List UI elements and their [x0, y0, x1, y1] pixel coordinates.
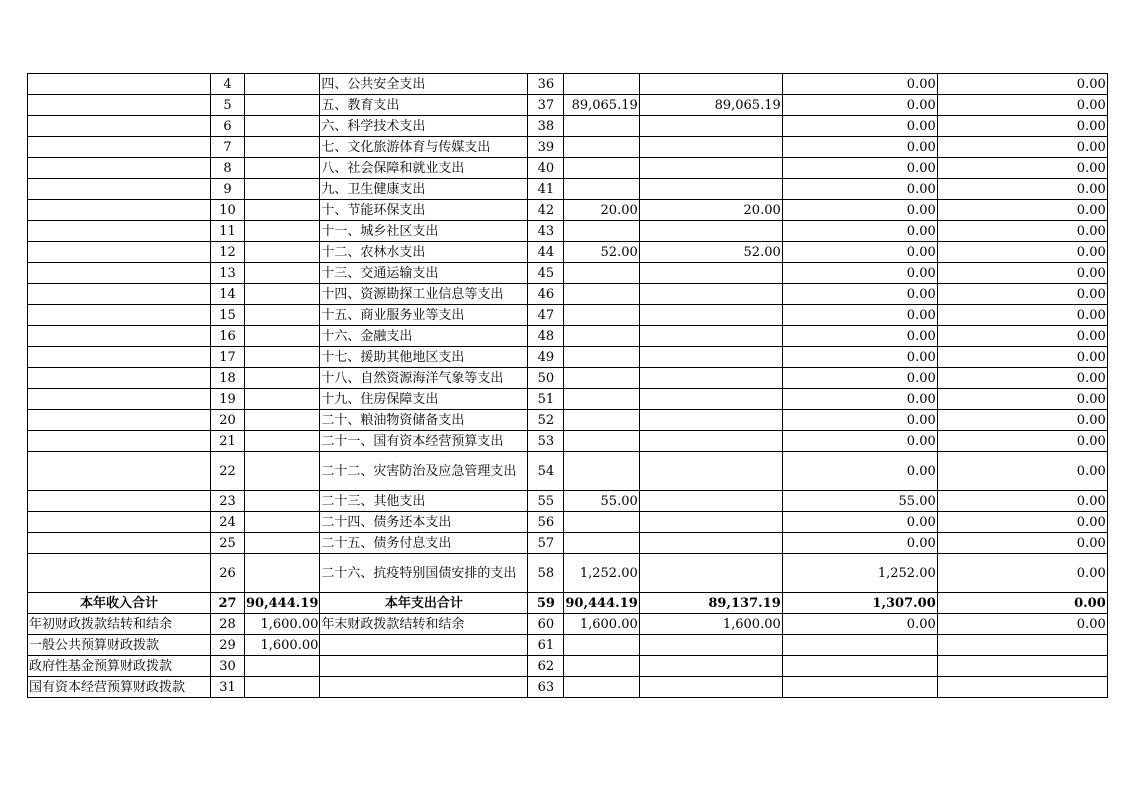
cell-h: 0.00 — [782, 200, 937, 221]
cell-b: 27 — [211, 593, 245, 614]
cell-a — [28, 242, 211, 263]
cell-c — [245, 677, 320, 698]
cell-a — [28, 347, 211, 368]
cell-b: 21 — [211, 431, 245, 452]
cell-i — [937, 677, 1107, 698]
cell-e: 55 — [528, 491, 564, 512]
cell-g — [639, 533, 782, 554]
table-row — [28, 116, 1108, 137]
table-row — [28, 677, 1108, 698]
cell-b: 8 — [211, 158, 245, 179]
table-row — [28, 614, 1108, 635]
table-row — [28, 656, 1108, 677]
cell-c — [245, 263, 320, 284]
cell-a — [28, 116, 211, 137]
cell-c — [245, 221, 320, 242]
cell-h: 0.00 — [782, 179, 937, 200]
cell-d: 十五、商业服务业等支出 — [320, 305, 528, 326]
cell-i: 0.00 — [937, 326, 1107, 347]
table-body — [28, 74, 1108, 698]
cell-g — [639, 284, 782, 305]
cell-i: 0.00 — [937, 137, 1107, 158]
cell-i: 0.00 — [937, 200, 1107, 221]
cell-b: 24 — [211, 512, 245, 533]
cell-h — [782, 635, 937, 656]
cell-b: 12 — [211, 242, 245, 263]
table-row — [28, 95, 1108, 116]
cell-c — [245, 158, 320, 179]
cell-b: 29 — [211, 635, 245, 656]
cell-a — [28, 326, 211, 347]
cell-g — [639, 347, 782, 368]
cell-d — [320, 656, 528, 677]
cell-i: 0.00 — [937, 242, 1107, 263]
cell-a — [28, 179, 211, 200]
cell-b: 22 — [211, 452, 245, 491]
cell-f — [564, 656, 639, 677]
cell-f — [564, 137, 639, 158]
cell-c — [245, 305, 320, 326]
cell-i — [937, 656, 1107, 677]
cell-h: 0.00 — [782, 263, 937, 284]
cell-a: 年初财政拨款结转和结余 — [28, 614, 211, 635]
cell-i: 0.00 — [937, 95, 1107, 116]
cell-g — [639, 491, 782, 512]
cell-c — [245, 347, 320, 368]
cell-c — [245, 656, 320, 677]
table-row — [28, 491, 1108, 512]
cell-a — [28, 533, 211, 554]
table-row — [28, 263, 1108, 284]
cell-d: 九、卫生健康支出 — [320, 179, 528, 200]
cell-g — [639, 410, 782, 431]
cell-h: 55.00 — [782, 491, 937, 512]
cell-f — [564, 512, 639, 533]
cell-h: 0.00 — [782, 614, 937, 635]
cell-c: 1,600.00 — [245, 635, 320, 656]
cell-b: 25 — [211, 533, 245, 554]
cell-h: 0.00 — [782, 158, 937, 179]
cell-f — [564, 263, 639, 284]
cell-d: 八、社会保障和就业支出 — [320, 158, 528, 179]
cell-b: 31 — [211, 677, 245, 698]
cell-d — [320, 677, 528, 698]
cell-d: 二十三、其他支出 — [320, 491, 528, 512]
cell-i: 0.00 — [937, 116, 1107, 137]
cell-e: 54 — [528, 452, 564, 491]
cell-i: 0.00 — [937, 614, 1107, 635]
table-row — [28, 533, 1108, 554]
cell-h: 0.00 — [782, 533, 937, 554]
cell-e: 52 — [528, 410, 564, 431]
cell-f: 1,252.00 — [564, 554, 639, 593]
cell-f — [564, 347, 639, 368]
cell-f — [564, 326, 639, 347]
cell-a — [28, 368, 211, 389]
cell-e: 59 — [528, 593, 564, 614]
cell-d: 二十五、债务付息支出 — [320, 533, 528, 554]
cell-f — [564, 221, 639, 242]
table-row — [28, 137, 1108, 158]
cell-e: 36 — [528, 74, 564, 95]
cell-e: 44 — [528, 242, 564, 263]
cell-c: 1,600.00 — [245, 614, 320, 635]
cell-g — [639, 512, 782, 533]
cell-i: 0.00 — [937, 452, 1107, 491]
cell-h: 0.00 — [782, 116, 937, 137]
cell-h: 0.00 — [782, 284, 937, 305]
cell-f — [564, 74, 639, 95]
cell-b: 26 — [211, 554, 245, 593]
cell-g — [639, 635, 782, 656]
cell-e: 46 — [528, 284, 564, 305]
cell-e: 49 — [528, 347, 564, 368]
cell-g: 52.00 — [639, 242, 782, 263]
table-row — [28, 410, 1108, 431]
cell-a: 政府性基金预算财政拨款 — [28, 656, 211, 677]
table-row — [28, 284, 1108, 305]
cell-i: 0.00 — [937, 347, 1107, 368]
cell-h: 0.00 — [782, 389, 937, 410]
cell-d: 二十四、债务还本支出 — [320, 512, 528, 533]
cell-b: 6 — [211, 116, 245, 137]
cell-f: 55.00 — [564, 491, 639, 512]
cell-b: 9 — [211, 179, 245, 200]
cell-e: 53 — [528, 431, 564, 452]
cell-c — [245, 200, 320, 221]
cell-h: 0.00 — [782, 512, 937, 533]
cell-e: 62 — [528, 656, 564, 677]
cell-f: 89,065.19 — [564, 95, 639, 116]
cell-d — [320, 635, 528, 656]
cell-e: 42 — [528, 200, 564, 221]
cell-c — [245, 431, 320, 452]
cell-i: 0.00 — [937, 491, 1107, 512]
cell-f — [564, 158, 639, 179]
cell-c — [245, 554, 320, 593]
table-row — [28, 389, 1108, 410]
cell-e: 39 — [528, 137, 564, 158]
cell-b: 18 — [211, 368, 245, 389]
cell-d: 十四、资源勘探工业信息等支出 — [320, 284, 528, 305]
cell-a — [28, 491, 211, 512]
cell-b: 14 — [211, 284, 245, 305]
cell-a — [28, 137, 211, 158]
cell-f: 90,444.19 — [564, 593, 639, 614]
cell-a — [28, 452, 211, 491]
cell-a — [28, 284, 211, 305]
cell-e: 43 — [528, 221, 564, 242]
cell-h: 0.00 — [782, 95, 937, 116]
cell-f — [564, 452, 639, 491]
cell-b: 30 — [211, 656, 245, 677]
cell-h: 0.00 — [782, 347, 937, 368]
cell-b: 15 — [211, 305, 245, 326]
cell-a — [28, 410, 211, 431]
cell-f — [564, 635, 639, 656]
table-row — [28, 347, 1108, 368]
cell-a: 国有资本经营预算财政拨款 — [28, 677, 211, 698]
cell-i: 0.00 — [937, 284, 1107, 305]
cell-f — [564, 179, 639, 200]
cell-d: 二十二、灾害防治及应急管理支出 — [320, 452, 528, 491]
cell-d: 二十一、国有资本经营预算支出 — [320, 431, 528, 452]
cell-h: 0.00 — [782, 74, 937, 95]
cell-g — [639, 137, 782, 158]
cell-i: 0.00 — [937, 389, 1107, 410]
cell-h: 0.00 — [782, 305, 937, 326]
cell-f: 52.00 — [564, 242, 639, 263]
cell-e: 41 — [528, 179, 564, 200]
cell-c — [245, 326, 320, 347]
cell-d: 四、公共安全支出 — [320, 74, 528, 95]
cell-f: 1,600.00 — [564, 614, 639, 635]
cell-d: 五、教育支出 — [320, 95, 528, 116]
cell-a — [28, 158, 211, 179]
cell-e: 63 — [528, 677, 564, 698]
cell-c — [245, 179, 320, 200]
cell-e: 61 — [528, 635, 564, 656]
cell-h — [782, 656, 937, 677]
cell-c — [245, 95, 320, 116]
cell-b: 28 — [211, 614, 245, 635]
cell-g: 20.00 — [639, 200, 782, 221]
cell-f — [564, 533, 639, 554]
cell-f — [564, 410, 639, 431]
cell-b: 16 — [211, 326, 245, 347]
cell-g — [639, 116, 782, 137]
cell-h: 0.00 — [782, 368, 937, 389]
cell-h — [782, 677, 937, 698]
cell-g: 1,600.00 — [639, 614, 782, 635]
cell-f — [564, 305, 639, 326]
cell-i: 0.00 — [937, 74, 1107, 95]
cell-g — [639, 179, 782, 200]
cell-a: 一般公共预算财政拨款 — [28, 635, 211, 656]
cell-e: 56 — [528, 512, 564, 533]
cell-d: 十六、金融支出 — [320, 326, 528, 347]
cell-g — [639, 74, 782, 95]
cell-a — [28, 74, 211, 95]
cell-g — [639, 656, 782, 677]
cell-g — [639, 221, 782, 242]
cell-d: 年末财政拨款结转和结余 — [320, 614, 528, 635]
cell-c — [245, 389, 320, 410]
cell-e: 45 — [528, 263, 564, 284]
cell-f — [564, 116, 639, 137]
table-row — [28, 452, 1108, 491]
cell-b: 13 — [211, 263, 245, 284]
table-row — [28, 242, 1108, 263]
table-row — [28, 431, 1108, 452]
cell-e: 51 — [528, 389, 564, 410]
table-row — [28, 158, 1108, 179]
cell-d: 六、科学技术支出 — [320, 116, 528, 137]
cell-i: 0.00 — [937, 305, 1107, 326]
cell-d: 十七、援助其他地区支出 — [320, 347, 528, 368]
cell-e: 47 — [528, 305, 564, 326]
cell-i: 0.00 — [937, 158, 1107, 179]
cell-e: 57 — [528, 533, 564, 554]
cell-i: 0.00 — [937, 410, 1107, 431]
cell-e: 40 — [528, 158, 564, 179]
cell-b: 5 — [211, 95, 245, 116]
cell-a — [28, 431, 211, 452]
cell-b: 20 — [211, 410, 245, 431]
cell-i: 0.00 — [937, 221, 1107, 242]
cell-a — [28, 512, 211, 533]
cell-e: 50 — [528, 368, 564, 389]
cell-i: 0.00 — [937, 512, 1107, 533]
cell-b: 17 — [211, 347, 245, 368]
cell-g — [639, 326, 782, 347]
cell-h: 1,252.00 — [782, 554, 937, 593]
cell-i: 0.00 — [937, 554, 1107, 593]
cell-c — [245, 368, 320, 389]
cell-e: 37 — [528, 95, 564, 116]
cell-i: 0.00 — [937, 179, 1107, 200]
cell-c — [245, 137, 320, 158]
cell-c — [245, 242, 320, 263]
cell-i: 0.00 — [937, 533, 1107, 554]
cell-a — [28, 263, 211, 284]
cell-e: 48 — [528, 326, 564, 347]
table-row — [28, 74, 1108, 95]
cell-i — [937, 635, 1107, 656]
cell-a — [28, 554, 211, 593]
cell-i: 0.00 — [937, 368, 1107, 389]
cell-c — [245, 512, 320, 533]
cell-f: 20.00 — [564, 200, 639, 221]
cell-h: 0.00 — [782, 242, 937, 263]
cell-b: 23 — [211, 491, 245, 512]
cell-g — [639, 431, 782, 452]
cell-h: 0.00 — [782, 326, 937, 347]
budget-table — [27, 73, 1108, 698]
cell-h: 0.00 — [782, 410, 937, 431]
cell-a — [28, 305, 211, 326]
cell-i: 0.00 — [937, 431, 1107, 452]
table-row — [28, 305, 1108, 326]
table-row — [28, 221, 1108, 242]
cell-c — [245, 410, 320, 431]
cell-g — [639, 554, 782, 593]
cell-h: 1,307.00 — [782, 593, 937, 614]
cell-h: 0.00 — [782, 452, 937, 491]
cell-d: 七、文化旅游体育与传媒支出 — [320, 137, 528, 158]
cell-b: 7 — [211, 137, 245, 158]
cell-b: 10 — [211, 200, 245, 221]
cell-g: 89,065.19 — [639, 95, 782, 116]
table-row — [28, 593, 1108, 614]
cell-a — [28, 389, 211, 410]
cell-b: 11 — [211, 221, 245, 242]
table-row — [28, 512, 1108, 533]
cell-d: 十三、交通运输支出 — [320, 263, 528, 284]
cell-d: 十二、农林水支出 — [320, 242, 528, 263]
cell-g — [639, 263, 782, 284]
cell-g — [639, 452, 782, 491]
cell-d: 十一、城乡社区支出 — [320, 221, 528, 242]
cell-i: 0.00 — [937, 263, 1107, 284]
cell-i: 0.00 — [937, 593, 1107, 614]
cell-c: 90,444.19 — [245, 593, 320, 614]
cell-f — [564, 389, 639, 410]
cell-d: 十、节能环保支出 — [320, 200, 528, 221]
table-row — [28, 368, 1108, 389]
cell-g: 89,137.19 — [639, 593, 782, 614]
cell-b: 19 — [211, 389, 245, 410]
cell-a — [28, 200, 211, 221]
cell-f — [564, 431, 639, 452]
table-row — [28, 326, 1108, 347]
cell-c — [245, 533, 320, 554]
cell-c — [245, 491, 320, 512]
cell-a: 本年收入合计 — [28, 593, 211, 614]
table-row — [28, 200, 1108, 221]
cell-a — [28, 221, 211, 242]
cell-e: 58 — [528, 554, 564, 593]
cell-g — [639, 368, 782, 389]
cell-g — [639, 389, 782, 410]
cell-h: 0.00 — [782, 431, 937, 452]
cell-c — [245, 452, 320, 491]
cell-d: 十九、住房保障支出 — [320, 389, 528, 410]
cell-c — [245, 116, 320, 137]
cell-a — [28, 95, 211, 116]
cell-d: 本年支出合计 — [320, 593, 528, 614]
table-row — [28, 179, 1108, 200]
cell-c — [245, 284, 320, 305]
cell-g — [639, 158, 782, 179]
cell-f — [564, 368, 639, 389]
cell-g — [639, 305, 782, 326]
cell-f — [564, 677, 639, 698]
cell-e: 38 — [528, 116, 564, 137]
cell-e: 60 — [528, 614, 564, 635]
cell-d: 二十六、抗疫特别国债安排的支出 — [320, 554, 528, 593]
cell-h: 0.00 — [782, 137, 937, 158]
table-row — [28, 554, 1108, 593]
cell-c — [245, 74, 320, 95]
cell-h: 0.00 — [782, 221, 937, 242]
cell-f — [564, 284, 639, 305]
cell-g — [639, 677, 782, 698]
cell-d: 十八、自然资源海洋气象等支出 — [320, 368, 528, 389]
cell-b: 4 — [211, 74, 245, 95]
cell-d: 二十、粮油物资储备支出 — [320, 410, 528, 431]
table-row — [28, 635, 1108, 656]
